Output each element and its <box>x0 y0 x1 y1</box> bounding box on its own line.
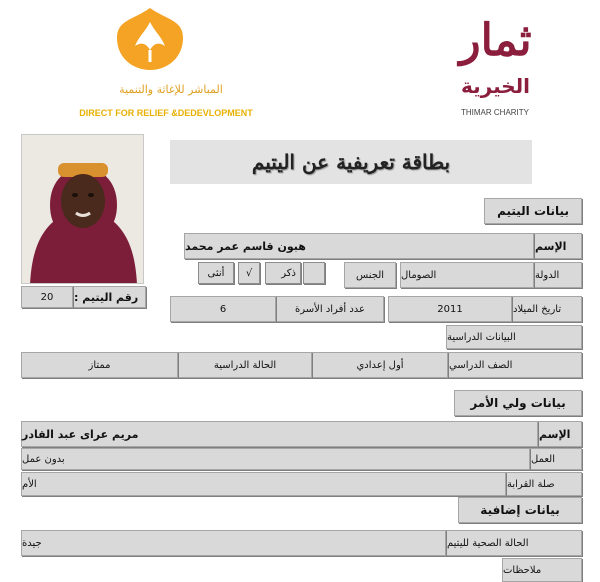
health-label: الحالة الصحية لليتيم <box>446 530 582 556</box>
study-status-value: ممتاز <box>21 352 178 378</box>
direct-relief-emblem-icon <box>115 6 185 72</box>
guardian-work-value: بدون عمل <box>21 448 530 470</box>
notes-label: ملاحظات <box>502 558 582 582</box>
direct-relief-logo <box>79 6 253 118</box>
thimar-logo-word: ثمار <box>459 15 532 66</box>
guardian-section-heading: بيانات ولي الأمر <box>454 390 582 416</box>
direct-relief-arabic-name: المباشر للإغاثة والتنمية <box>119 83 223 96</box>
thimar-charity-logo <box>430 10 560 122</box>
grade-value: أول إعدادي <box>312 352 448 378</box>
male-checkbox[interactable] <box>303 262 325 284</box>
guardian-name-label: الإسم <box>538 421 582 447</box>
relation-label: صلة القرابة <box>506 472 582 496</box>
orphan-photo <box>21 134 144 284</box>
guardian-work-label: العمل <box>530 448 582 470</box>
thimar-english-name: THIMAR CHARITY <box>461 108 529 117</box>
guardian-name-value: مريم عراى عبد القادر <box>21 421 538 447</box>
country-value: الصومال <box>400 262 534 288</box>
relation-value: الأم <box>21 472 506 496</box>
gender-label: الجنس <box>344 262 396 288</box>
direct-relief-english-name: DIRECT FOR RELIEF &DEDEVLOPMENT <box>79 108 253 118</box>
female-label: أنثى <box>198 262 234 284</box>
thimar-logo-subword: الخيرية <box>460 74 531 98</box>
family-size-label: عدد أفراد الأسرة <box>276 296 384 322</box>
dob-label: تاريخ الميلاد <box>512 296 582 322</box>
orphan-name-label: الإسم <box>534 233 582 259</box>
orphan-id-label: رقم اليتيم : <box>73 286 146 308</box>
card-title: بطاقة تعريفية عن اليتيم <box>170 140 532 184</box>
family-size-value: 6 <box>170 296 276 322</box>
health-value: جيدة <box>21 530 446 556</box>
country-label: الدولة <box>534 262 582 288</box>
female-checkbox[interactable]: √ <box>238 262 260 284</box>
extra-section-heading: بيانات إضافية <box>458 497 582 523</box>
orphan-portrait-icon <box>22 135 144 284</box>
orphan-section-heading: بيانات اليتيم <box>484 198 582 224</box>
male-label: ذكر <box>265 262 301 284</box>
study-status-label: الحالة الدراسية <box>178 352 312 378</box>
orphan-name-value: هبون قاسم عمر محمد <box>184 233 534 259</box>
dob-value: 2011 <box>388 296 512 322</box>
grade-label: الصف الدراسي <box>448 352 582 378</box>
study-section-heading: البيانات الدراسية <box>446 325 582 349</box>
orphan-id-value: 20 <box>21 286 73 308</box>
